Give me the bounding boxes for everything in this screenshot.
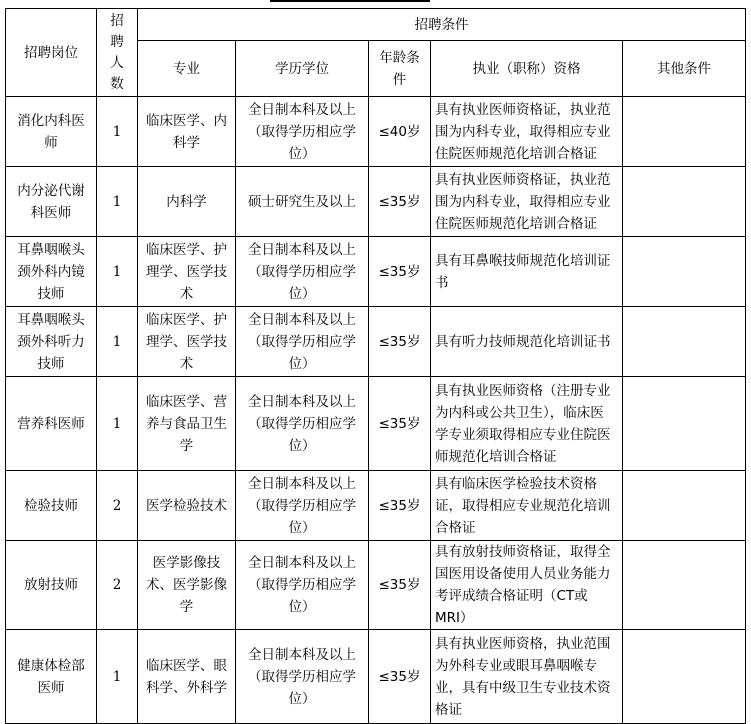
cell-age: ≤35岁 [369, 377, 431, 471]
cell-age: ≤35岁 [369, 307, 431, 377]
cell-position: 耳鼻咽喉头 颈外科听力 技师 [6, 307, 97, 377]
cell-age: ≤35岁 [369, 630, 431, 724]
cell-other [623, 630, 746, 724]
cell-major: 医学影像技 术、医学影像 学 [138, 541, 236, 630]
cell-age: ≤40岁 [369, 97, 431, 167]
cell-qualification: 具有执业医师资格证，执业范 围为内科专业，取得相应专业 住院医师规范化培训合格证 [431, 167, 623, 237]
table-row [6, 377, 746, 471]
cell-major: 临床医学、内 科学 [138, 97, 236, 167]
cell-position: 消化内科医 师 [6, 97, 97, 167]
cell-qualification: 具有耳鼻喉技师规范化培训证 书 [431, 237, 623, 307]
cell-count: 1 [97, 97, 138, 167]
cell-major: 医学检验技术 [138, 471, 236, 541]
cell-other [623, 541, 746, 630]
cell-education: 全日制本科及以上 （取得学历相应学 位） [236, 237, 369, 307]
cell-qualification: 具有放射技师资格证，取得全 国医用设备使用人员业务能力 考评成绩合格证明（CT或MRI） [431, 541, 623, 630]
cell-position: 健康体检部 医师 [6, 630, 97, 724]
cell-qualification: 具有执业医师资格（注册专业 为内科或公共卫生），临床医 学专业须取得相应专业住院医 师规范化培训合格证 [431, 377, 623, 471]
header-count: 招 聘 人 数 [97, 9, 138, 97]
cell-other [623, 237, 746, 307]
cell-other [623, 97, 746, 167]
cell-count: 1 [97, 237, 138, 307]
cell-major: 临床医学、眼 科学、外科学 [138, 630, 236, 724]
cell-other [623, 167, 746, 237]
table-row [6, 630, 746, 724]
cell-count: 1 [97, 167, 138, 237]
cell-position: 营养科医师 [6, 377, 97, 471]
cell-education: 全日制本科及以上 （取得学历相应学 位） [236, 307, 369, 377]
cell-other [623, 307, 746, 377]
cell-education: 全日制本科及以上 （取得学历相应学 位） [236, 630, 369, 724]
cell-education: 全日制本科及以上 （取得学历相应学 位） [236, 471, 369, 541]
cell-count: 1 [97, 377, 138, 471]
header-age: 年龄条 件 [369, 41, 431, 97]
table-row [6, 471, 746, 541]
cell-count: 2 [97, 541, 138, 630]
cell-count: 1 [97, 307, 138, 377]
recruitment-table [5, 8, 746, 724]
cell-qualification: 具有听力技师规范化培训证书 [431, 307, 623, 377]
table-row [6, 541, 746, 630]
cell-position: 内分泌代谢 科医师 [6, 167, 97, 237]
cell-age: ≤35岁 [369, 167, 431, 237]
cell-qualification: 具有执业医师资格证，执业范 围为内科专业，取得相应专业 住院医师规范化培训合格证 [431, 97, 623, 167]
header-conditions: 招聘条件 [138, 9, 746, 41]
cell-major: 内科学 [138, 167, 236, 237]
table-row [6, 97, 746, 167]
table-row [6, 167, 746, 237]
cell-position: 检验技师 [6, 471, 97, 541]
cell-education: 硕士研究生及以上 [236, 167, 369, 237]
header-education: 学历学位 [236, 41, 369, 97]
header-major: 专业 [138, 41, 236, 97]
cell-count: 2 [97, 471, 138, 541]
cell-age: ≤35岁 [369, 237, 431, 307]
cell-major: 临床医学、护 理学、医学技 术 [138, 307, 236, 377]
page-heading-fragment [270, 0, 430, 6]
cell-position: 耳鼻咽喉头 颈外科内镜 技师 [6, 237, 97, 307]
cell-education: 全日制本科及以上 （取得学历相应学 位） [236, 541, 369, 630]
cell-age: ≤35岁 [369, 541, 431, 630]
cell-count: 1 [97, 630, 138, 724]
table-row [6, 307, 746, 377]
table-row [6, 237, 746, 307]
header-other: 其他条件 [623, 41, 746, 97]
header-qualification: 执业（职称）资格 [431, 41, 623, 97]
cell-major: 临床医学、护 理学、医学技 术 [138, 237, 236, 307]
cell-age: ≤35岁 [369, 471, 431, 541]
cell-other [623, 377, 746, 471]
cell-education: 全日制本科及以上 （取得学历相应学 位） [236, 377, 369, 471]
cell-other [623, 471, 746, 541]
cell-education: 全日制本科及以上 （取得学历相应学 位） [236, 97, 369, 167]
cell-qualification: 具有临床医学检验技术资格 证，取得相应专业规范化培训 合格证 [431, 471, 623, 541]
cell-position: 放射技师 [6, 541, 97, 630]
header-position: 招聘岗位 [6, 9, 97, 97]
cell-major: 临床医学、营 养与食品卫生 学 [138, 377, 236, 471]
cell-qualification: 具有执业医师资格，执业范围 为外科专业或眼耳鼻咽喉专 业，具有中级卫生专业技术资 格证 [431, 630, 623, 724]
